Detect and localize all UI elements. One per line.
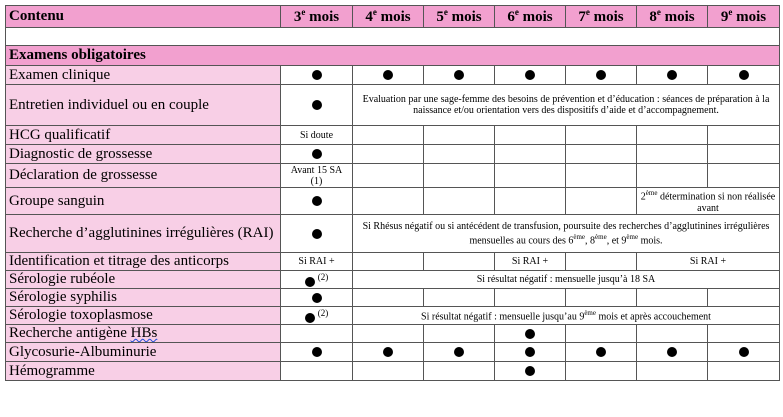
table-row (6, 289, 780, 307)
header-contenu: Contenu (6, 6, 281, 28)
entretien-note: Evaluation par une sage-femme des besoins de prévention et d’éducation : séances de préparation à la naissance et/ou orientation vers des dispositifs d’aide et d’accompagnement. (353, 85, 780, 126)
bullet-dot (305, 277, 315, 287)
table-row (6, 164, 780, 188)
bullet-dot (525, 70, 535, 80)
declaration-note: Avant 15 SA (1) (281, 164, 353, 188)
table-row (6, 215, 780, 253)
table-row (6, 66, 780, 85)
bullet-dot (383, 347, 393, 357)
row-label-hbs: Recherche antigène HBs (6, 325, 281, 343)
row-label-examen-clinique: Examen clinique (6, 66, 281, 85)
row-label-declaration: Déclaration de grossesse (6, 164, 281, 188)
header-row (6, 6, 780, 28)
si-rai-8: Si RAI + (637, 253, 780, 271)
rai-note: Si Rhésus négatif ou si antécédent de transfusion, poursuite des recherches d’agglutinines irrégulières mensuelles au cours des 6ème, 8ème, et 9ème mois. (353, 215, 780, 253)
table-row (6, 253, 780, 271)
header-month-8: 8e mois (637, 6, 708, 28)
bullet-dot (667, 347, 677, 357)
bullet-dot (667, 70, 677, 80)
bullet-dot (596, 347, 606, 357)
toxo-note: Si résultat négatif : mensuelle jusqu’au 9ème mois et après accouchement (353, 307, 780, 325)
table-row (6, 188, 780, 215)
row-label-hemogramme: Hémogramme (6, 362, 281, 381)
rubeole-note: Si résultat négatif : mensuelle jusqu’à 18 SA (353, 271, 780, 289)
row-label-rubeole: Sérologie rubéole (6, 271, 281, 289)
groupe-note: 2ème détermination si non réalisée avant (637, 188, 780, 215)
bullet-dot (596, 70, 606, 80)
bullet-dot (305, 313, 315, 323)
bullet-dot (739, 347, 749, 357)
bullet-dot (525, 347, 535, 357)
header-month-6: 6e mois (495, 6, 566, 28)
table-row (6, 307, 780, 325)
table-row (6, 362, 780, 381)
table-row (6, 145, 780, 164)
bullet-dot (525, 366, 535, 376)
footnote-ref: (2) (317, 271, 329, 282)
row-label-toxo: Sérologie toxoplasmose (6, 307, 281, 325)
header-month-5: 5e mois (424, 6, 495, 28)
exam-schedule-table (5, 5, 780, 381)
row-label-glycosurie: Glycosurie-Albuminurie (6, 343, 281, 362)
table-row (6, 85, 780, 126)
bullet-dot (312, 293, 322, 303)
bullet-dot (312, 100, 322, 110)
row-label-syphilis: Sérologie syphilis (6, 289, 281, 307)
row-label-identification: Identification et titrage des anticorps (6, 253, 281, 271)
bullet-dot (312, 196, 322, 206)
bullet-dot (454, 347, 464, 357)
bullet-dot (739, 70, 749, 80)
header-month-7: 7e mois (566, 6, 637, 28)
bullet-dot (312, 149, 322, 159)
si-rai-3: Si RAI + (281, 253, 353, 271)
bullet-dot (525, 329, 535, 339)
si-rai-6: Si RAI + (495, 253, 566, 271)
hcg-note: Si doute (281, 126, 353, 145)
header-month-3: 3e mois (281, 6, 353, 28)
table-row (6, 126, 780, 145)
table-row (6, 343, 780, 362)
spacer-row (6, 28, 780, 46)
row-label-diagnostic: Diagnostic de grossesse (6, 145, 281, 164)
section-title: Examens obligatoires (6, 46, 780, 66)
footnote-ref: (2) (317, 307, 329, 318)
bullet-dot (454, 70, 464, 80)
bullet-dot (312, 229, 322, 239)
bullet-dot (312, 70, 322, 80)
row-label-rai: Recherche d’agglutinines irrégulières (RAI) (6, 215, 281, 253)
table-row (6, 271, 780, 289)
bullet-dot (383, 70, 393, 80)
header-month-4: 4e mois (353, 6, 424, 28)
section-row (6, 46, 780, 66)
row-label-entretien: Entretien individuel ou en couple (6, 85, 281, 126)
bullet-dot (312, 347, 322, 357)
table-row (6, 325, 780, 343)
row-label-groupe: Groupe sanguin (6, 188, 281, 215)
header-month-9: 9e mois (708, 6, 780, 28)
row-label-hcg: HCG qualificatif (6, 126, 281, 145)
